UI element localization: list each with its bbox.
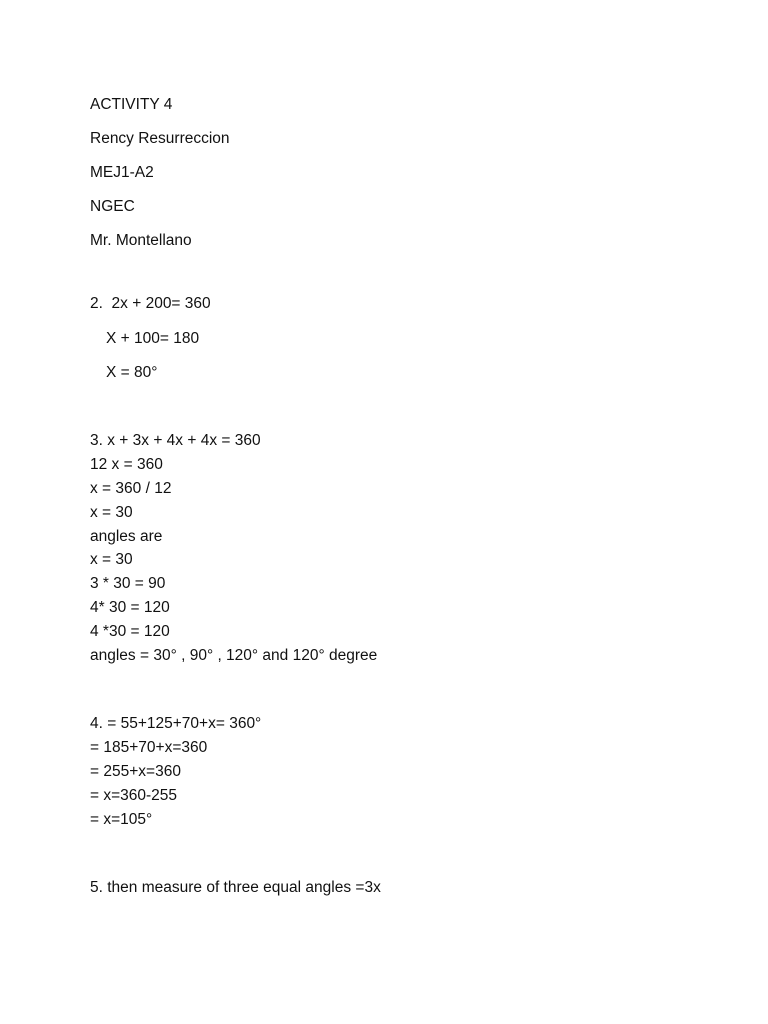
q5-line-1: 5. then measure of three equal angles =3x (90, 879, 381, 896)
q3-line-6: x = 30 (90, 551, 133, 568)
q3-line-5: angles are (90, 528, 163, 545)
teacher-name: Mr. Montellano (90, 232, 192, 249)
q3-line-10: angles = 30° , 90° , 120° and 120° degree (90, 647, 378, 664)
q4-line-5: = x=105° (90, 811, 153, 828)
student-name: Rency Resurreccion (90, 130, 230, 147)
q4-line-4: = x=360-255 (90, 787, 178, 804)
activity-title: ACTIVITY 4 (90, 96, 173, 113)
q2-line-2: X + 100= 180 (106, 330, 200, 347)
q4-line-1: 4. = 55+125+70+x= 360° (90, 715, 262, 732)
section-code: MEJ1-A2 (90, 164, 154, 181)
q3-line-2: 12 x = 360 (90, 456, 163, 473)
q3-line-9: 4 *30 = 120 (90, 623, 170, 640)
q3-line-4: x = 30 (90, 504, 133, 521)
q2-line-1: 2. 2x + 200= 360 (90, 295, 211, 312)
q3-line-7: 3 * 30 = 90 (90, 575, 166, 592)
subject-code: NGEC (90, 198, 135, 215)
q2-line-3: X = 80° (106, 364, 158, 381)
q3-line-3: x = 360 / 12 (90, 480, 172, 497)
q3-line-1: 3. x + 3x + 4x + 4x = 360 (90, 432, 261, 449)
q3-line-8: 4* 30 = 120 (90, 599, 170, 616)
q4-line-2: = 185+70+x=360 (90, 739, 208, 756)
q4-line-3: = 255+x=360 (90, 763, 181, 780)
